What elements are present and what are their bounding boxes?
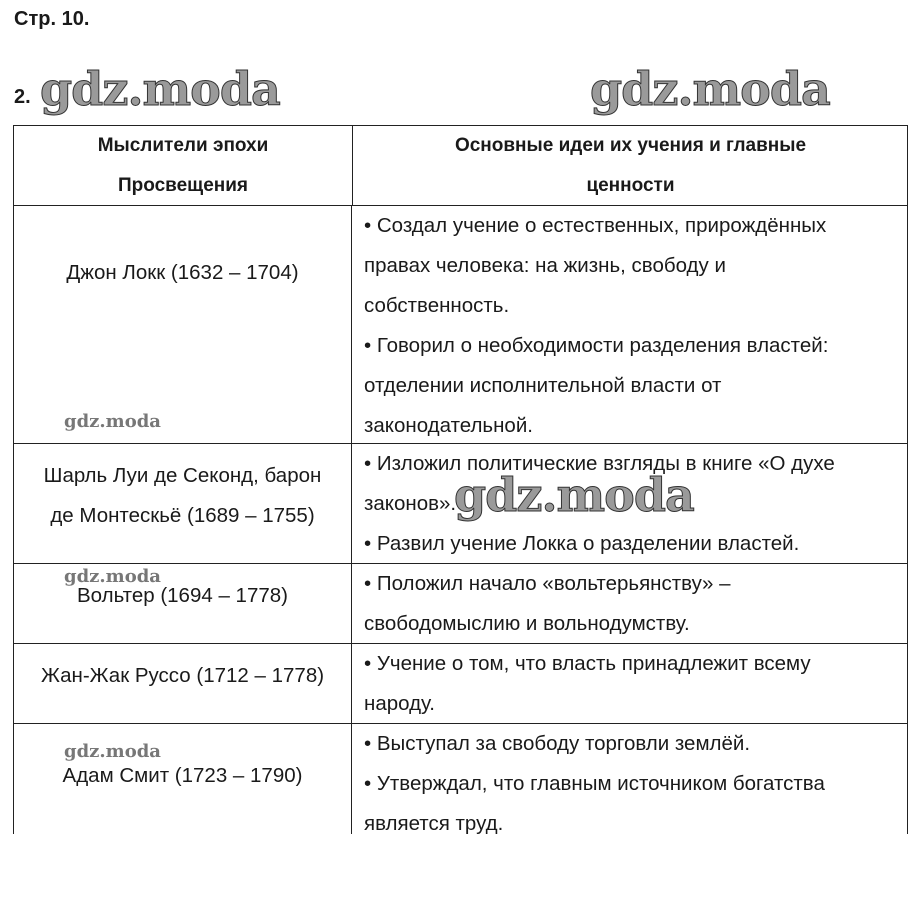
- thinker-cell: [14, 644, 352, 723]
- idea-line: законодательной.: [364, 414, 533, 437]
- thinker-cell: [14, 444, 352, 563]
- header-thinkers: [14, 126, 353, 205]
- ideas-cell: [354, 564, 907, 644]
- page-title: Стр. 10.: [14, 8, 90, 30]
- header-text: Основные идеи их учения и главные: [454, 135, 807, 156]
- header-text: ценности: [586, 175, 675, 196]
- watermark-logo: gdz.moda: [64, 741, 161, 762]
- watermark-logo: gdz.moda: [454, 468, 694, 522]
- watermark-logo: gdz.moda: [64, 566, 161, 587]
- table-row: [14, 206, 907, 444]
- table-row: [14, 644, 907, 724]
- table-row: [14, 724, 907, 834]
- table-row: [14, 444, 907, 564]
- thinkers-table: [13, 125, 908, 834]
- ideas-cell: [354, 206, 907, 446]
- watermark-logo: gdz.moda: [590, 62, 830, 116]
- ideas-cell: [354, 724, 907, 844]
- idea-line: • Развил учение Локка о разделении властей.: [364, 532, 800, 555]
- idea-line: народу.: [364, 692, 435, 715]
- watermark-logo: gdz.moda: [64, 411, 161, 432]
- header-text: Просвещения: [117, 175, 249, 196]
- idea-line: является труд.: [364, 812, 504, 835]
- table-header-row: [14, 126, 907, 206]
- thinker-name: Шарль Луи де Секонд, барон: [43, 464, 322, 487]
- idea-line: • Изложил политические взгляды в книге «О духе: [364, 452, 835, 475]
- ideas-cell: [354, 644, 907, 724]
- thinker-name: Вольтер (1694 – 1778): [77, 584, 288, 607]
- thinker-name: Джон Локк (1632 – 1704): [66, 261, 299, 284]
- idea-line: • Говорил о необходимости разделения властей:: [364, 334, 829, 357]
- idea-line: правах человека: на жизнь, свободу и: [364, 254, 726, 277]
- header-ideas: [354, 126, 907, 206]
- idea-line: • Утверждал, что главным источником богатства: [364, 772, 825, 795]
- idea-line: • Положил начало «вольтерьянству» –: [364, 572, 731, 595]
- idea-line: собственность.: [364, 294, 510, 317]
- idea-line: свободомыслию и вольнодумству.: [364, 612, 690, 635]
- thinker-name: Жан-Жак Руссо (1712 – 1778): [40, 664, 325, 687]
- header-text: Мыслители эпохи: [97, 135, 269, 156]
- idea-line: отделении исполнительной власти от: [364, 374, 722, 397]
- thinker-cell: [14, 206, 352, 443]
- thinker-name: Адам Смит (1723 – 1790): [62, 764, 303, 787]
- task-number: 2.: [14, 86, 31, 108]
- idea-line: • Создал учение о естественных, прирождённых: [364, 214, 827, 237]
- idea-line: законов».: [364, 492, 457, 515]
- table-row: [14, 564, 907, 644]
- watermark-logo: gdz.moda: [40, 62, 280, 116]
- thinker-name: де Монтескьё (1689 – 1755): [50, 504, 315, 527]
- idea-line: • Учение о том, что власть принадлежит всему: [364, 652, 811, 675]
- idea-line: • Выступал за свободу торговли землёй.: [364, 732, 751, 755]
